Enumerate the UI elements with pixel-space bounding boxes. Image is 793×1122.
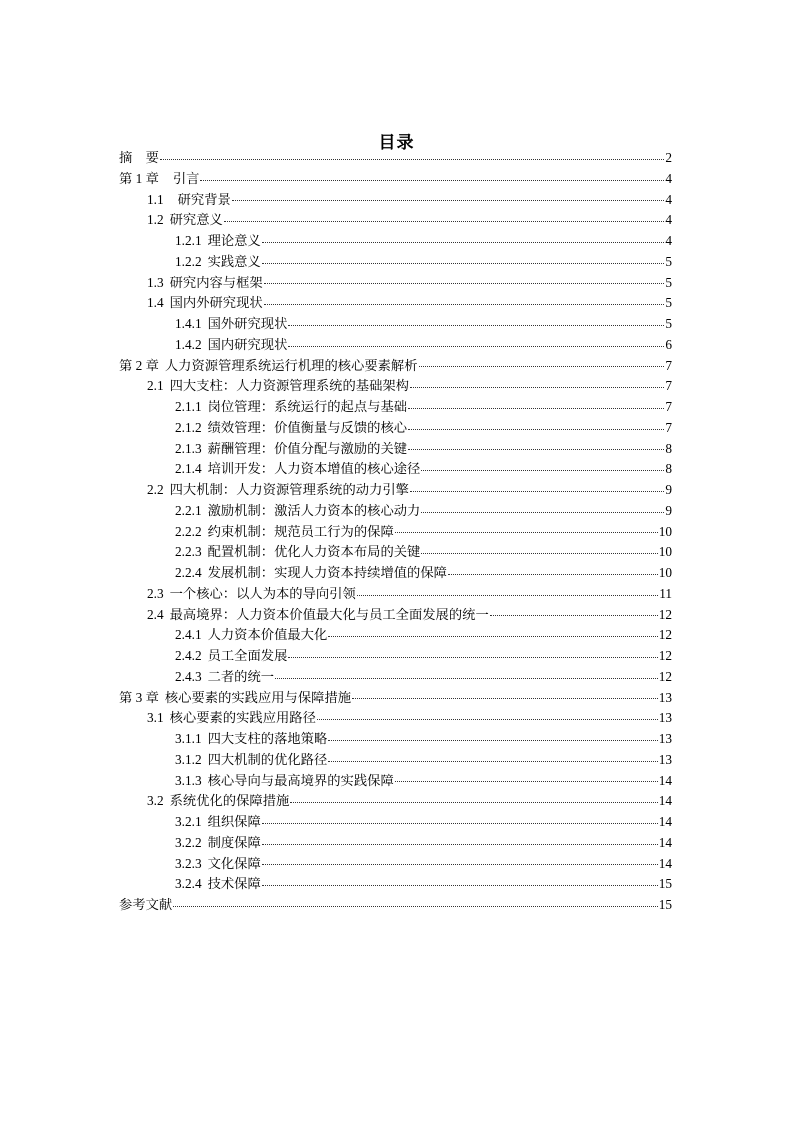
toc-entry-page-number: 7: [665, 378, 672, 394]
toc-entry[interactable]: [119, 708, 672, 729]
toc-entry[interactable]: [119, 397, 672, 418]
toc-entry[interactable]: [119, 563, 672, 584]
toc-entry-page-number: 9: [665, 482, 672, 497]
toc-entry-number: 2.2.4: [175, 565, 202, 580]
toc-entry-label: [175, 874, 261, 895]
toc-entry-text: 理论意义: [207, 233, 261, 248]
toc-entry-page-number: 11: [659, 585, 672, 601]
toc-entry-number: 1.1: [147, 191, 164, 207]
dot-leader: [288, 656, 657, 658]
toc-entry-page-number: 13: [658, 751, 672, 767]
toc-entry[interactable]: [119, 791, 672, 812]
toc-entry-number: 3.2.1: [175, 814, 202, 829]
toc-entry-page-number: 15: [658, 897, 672, 912]
toc-entry-label: [175, 812, 261, 833]
dot-leader: [408, 428, 664, 430]
dot-leader: [275, 677, 658, 679]
toc-entry-label: [175, 833, 261, 854]
toc-entry-label: [147, 605, 489, 626]
toc-entry-text: 人力资源管理系统运行机理的核心要素解析: [164, 357, 418, 373]
dot-leader: [395, 531, 658, 533]
toc-entry[interactable]: [119, 625, 672, 646]
toc-entry-label: [175, 667, 274, 688]
toc-entry-page-number: 8: [665, 440, 672, 456]
toc-entry-text: 研究背景: [177, 191, 231, 207]
toc-entry-text: 培训开发：人力资本增值的核心途径: [207, 461, 421, 477]
toc-entry-number: 第 3 章: [119, 689, 159, 705]
toc-entry-number: 2.4.2: [175, 648, 202, 663]
dot-leader: [262, 884, 658, 886]
toc-entry-text: 四大支柱的落地策略: [207, 731, 328, 746]
toc-entry-page-number: 12: [658, 606, 672, 622]
toc-entry[interactable]: [119, 314, 672, 335]
toc-entry-page-number: 4: [665, 212, 672, 228]
toc-entry-label: [119, 688, 351, 709]
toc-entry[interactable]: [119, 895, 672, 916]
toc-entry-label: [119, 356, 418, 377]
toc-entry[interactable]: [119, 273, 672, 294]
toc-entry[interactable]: [119, 584, 672, 605]
dot-leader: [262, 843, 658, 845]
toc-entry[interactable]: [119, 459, 672, 480]
toc-entry[interactable]: [119, 190, 672, 211]
toc-entry-label: [119, 895, 172, 916]
toc-entry-label: [175, 542, 420, 563]
toc-entry-page-number: 2: [665, 150, 672, 165]
toc-entry-number: 1.2.2: [175, 253, 202, 269]
toc-entry-page-number: 13: [658, 710, 672, 726]
dot-leader: [328, 739, 657, 741]
dot-leader: [408, 448, 664, 450]
toc-entry-label: [175, 771, 394, 792]
dot-leader: [357, 594, 658, 596]
toc-entry[interactable]: [119, 376, 672, 397]
toc-entry-number: 2.4.1: [175, 627, 202, 643]
toc-entry-page-number: 5: [665, 316, 672, 331]
toc-entry-text: 四大机制的优化路径: [207, 751, 328, 767]
table-of-contents: [119, 148, 672, 916]
toc-entry-text: 配置机制：优化人力资本布局的关键: [207, 544, 421, 560]
toc-entry[interactable]: [119, 418, 672, 439]
dot-leader: [262, 241, 665, 243]
toc-entry-page-number: 14: [658, 855, 672, 871]
toc-entry-number: 2.1: [147, 378, 164, 394]
toc-entry-number: 3.1.2: [175, 751, 202, 767]
toc-entry-text: 系统优化的保障措施: [169, 793, 290, 809]
toc-entry[interactable]: [119, 833, 672, 854]
toc-entry-label: [175, 646, 287, 667]
toc-entry-label: [175, 625, 327, 646]
dot-leader: [173, 905, 658, 907]
toc-entry[interactable]: [119, 646, 672, 667]
toc-entry-number: 1.4.2: [175, 336, 202, 352]
dot-leader: [288, 324, 664, 326]
toc-entry-label: [175, 522, 394, 543]
toc-entry-page-number: 12: [658, 627, 672, 643]
dot-leader: [328, 760, 657, 762]
dot-leader: [288, 345, 664, 347]
dot-leader: [490, 614, 658, 616]
toc-entry-page-number: 7: [665, 419, 672, 435]
toc-entry-page-number: 12: [658, 668, 672, 684]
toc-entry-number: 1.4.1: [175, 316, 202, 331]
toc-entry-number: 2.1.2: [175, 419, 202, 435]
toc-entry-page-number: 14: [658, 834, 672, 850]
toc-entry-number: 1.2: [147, 212, 164, 228]
toc-entry-text: 一个核心：以人为本的导向引领: [169, 585, 356, 601]
dot-leader: [395, 780, 658, 782]
toc-entry-page-number: 5: [665, 295, 672, 311]
toc-entry[interactable]: [119, 771, 672, 792]
toc-entry-page-number: 9: [665, 502, 672, 518]
dot-leader: [232, 199, 665, 201]
toc-entry-number: 3.2: [147, 793, 164, 809]
toc-entry-number: 3.2.4: [175, 876, 202, 892]
toc-entry[interactable]: [119, 293, 672, 314]
toc-entry-number: 2.4: [147, 606, 164, 622]
toc-entry[interactable]: [119, 501, 672, 522]
dot-leader: [408, 407, 664, 409]
toc-entry-page-number: 15: [658, 876, 672, 892]
toc-entry-number: 2.3: [147, 585, 164, 601]
toc-entry-label: [147, 584, 356, 605]
toc-entry-number: 3.1: [147, 710, 164, 726]
toc-entry-text: 研究内容与框架: [169, 274, 263, 290]
dot-leader: [317, 718, 658, 720]
toc-entry-label: [147, 708, 316, 729]
toc-entry-text: 二者的统一: [207, 668, 275, 684]
toc-entry-text: 国内研究现状: [207, 336, 288, 352]
toc-entry-label: [175, 397, 407, 418]
toc-entry-page-number: 7: [665, 399, 672, 414]
dot-leader: [262, 822, 658, 824]
toc-entry-text: 制度保障: [207, 834, 261, 850]
toc-entry-number: 3.1.3: [175, 772, 202, 788]
dot-leader: [410, 490, 664, 492]
toc-entry-number: 1.4: [147, 295, 164, 311]
toc-entry-page-number: 4: [665, 191, 672, 207]
toc-entry-label: [175, 729, 327, 750]
toc-entry-number: 1.2.1: [175, 233, 202, 248]
toc-entry-text: 人力资本价值最大化: [207, 627, 328, 643]
dot-leader: [421, 511, 664, 513]
dot-leader: [410, 386, 664, 388]
toc-entry-number: 2.2.1: [175, 502, 202, 518]
toc-entry[interactable]: [119, 231, 672, 252]
dot-leader: [262, 262, 665, 264]
dot-leader: [262, 863, 658, 865]
toc-entry-page-number: 14: [658, 772, 672, 788]
toc-entry-label: [147, 293, 263, 314]
dot-leader: [290, 801, 657, 803]
dot-leader: [352, 697, 658, 699]
dot-leader: [421, 552, 657, 554]
toc-entry-page-number: 8: [665, 461, 672, 477]
toc-entry-page-number: 10: [658, 544, 672, 560]
toc-entry-page-number: 14: [658, 814, 672, 829]
toc-entry-label: [175, 854, 261, 875]
toc-entry-text: 国内外研究现状: [169, 295, 263, 311]
toc-entry[interactable]: [119, 335, 672, 356]
toc-entry[interactable]: [119, 210, 672, 231]
toc-entry-page-number: 5: [665, 253, 672, 269]
dot-leader: [419, 365, 665, 367]
toc-entry-number: 第 2 章: [119, 357, 159, 373]
toc-entry-text: 约束机制：规范员工行为的保障: [207, 523, 394, 539]
toc-entry-text: 摘 要: [119, 150, 159, 165]
toc-entry-text: 文化保障: [207, 855, 261, 871]
toc-entry-number: 3.2.3: [175, 855, 202, 871]
toc-entry-label: [147, 190, 231, 211]
toc-entry-page-number: 5: [665, 274, 672, 290]
toc-entry-text: 核心导向与最高境界的实践保障: [207, 772, 394, 788]
toc-entry-page-number: 4: [665, 233, 672, 248]
toc-entry[interactable]: [119, 667, 672, 688]
toc-entry-label: [147, 376, 409, 397]
toc-entry[interactable]: [119, 750, 672, 771]
dot-leader: [224, 220, 665, 222]
toc-entry-text: 核心要素的实践应用与保障措施: [164, 689, 352, 705]
toc-entry[interactable]: [119, 148, 672, 169]
dot-leader: [200, 179, 664, 181]
toc-entry-number: 2.1.1: [175, 399, 202, 414]
toc-entry-text: 核心要素的实践应用路径: [169, 710, 316, 726]
toc-entry[interactable]: [119, 688, 672, 709]
toc-entry[interactable]: [119, 542, 672, 563]
toc-entry-number: 2.1.4: [175, 461, 202, 477]
toc-entry[interactable]: [119, 605, 672, 626]
toc-entry-label: [175, 418, 407, 439]
toc-entry-number: 3.1.1: [175, 731, 202, 746]
toc-entry-page-number: 13: [658, 731, 672, 746]
toc-entry-label: [175, 750, 327, 771]
toc-entry-text: 四大机制：人力资源管理系统的动力引擎: [169, 482, 409, 497]
toc-entry[interactable]: [119, 252, 672, 273]
toc-entry-text: 员工全面发展: [207, 648, 288, 663]
toc-entry-number: 2.2.2: [175, 523, 202, 539]
toc-entry-number: 3.2.2: [175, 834, 202, 850]
toc-entry-number: 2.2: [147, 482, 164, 497]
toc-entry-number: 2.2.3: [175, 544, 202, 560]
toc-entry-label: [175, 252, 261, 273]
toc-entry[interactable]: [119, 874, 672, 895]
dot-leader: [328, 635, 657, 637]
toc-entry-label: [147, 791, 289, 812]
toc-entry-label: [119, 169, 199, 190]
toc-entry-label: [119, 148, 159, 169]
toc-entry-label: [175, 563, 447, 584]
toc-entry-text: 组织保障: [207, 814, 261, 829]
toc-entry[interactable]: [119, 356, 672, 377]
toc-entry-page-number: 10: [658, 523, 672, 539]
toc-entry-label: [147, 273, 263, 294]
toc-entry-label: [147, 210, 223, 231]
toc-entry-number: 2.4.3: [175, 668, 202, 684]
toc-entry-page-number: 13: [658, 689, 672, 705]
toc-entry-text: 研究意义: [169, 212, 223, 228]
dot-leader: [448, 573, 658, 575]
toc-entry-page-number: 7: [665, 357, 672, 373]
toc-entry-text: 最高境界：人力资本价值最大化与员工全面发展的统一: [169, 606, 489, 622]
dot-leader: [160, 158, 664, 160]
toc-entry-number: 2.1.3: [175, 440, 202, 456]
toc-entry[interactable]: [119, 729, 672, 750]
toc-entry-page-number: 10: [658, 565, 672, 580]
toc-title: 目录: [378, 133, 415, 153]
toc-entry-text: 岗位管理：系统运行的起点与基础: [207, 399, 408, 414]
toc-entry-text: 发展机制：实现人力资本持续增值的保障: [207, 565, 447, 580]
toc-entry-page-number: 12: [658, 648, 672, 663]
toc-entry-label: [175, 439, 407, 460]
toc-entry-text: 薪酬管理：价值分配与激励的关键: [207, 440, 408, 456]
toc-entry-text: 国外研究现状: [207, 316, 288, 331]
toc-entry-page-number: 6: [665, 336, 672, 352]
toc-entry-text: 四大支柱：人力资源管理系统的基础架构: [169, 378, 409, 394]
toc-entry[interactable]: [119, 812, 672, 833]
toc-entry-label: [147, 480, 409, 501]
toc-entry-text: 激励机制：激活人力资本的核心动力: [207, 502, 421, 518]
toc-entry-label: [175, 231, 261, 252]
toc-entry-label: [175, 314, 287, 335]
toc-entry-page-number: 4: [665, 170, 672, 186]
toc-entry-text: 绩效管理：价值衡量与反馈的核心: [207, 419, 408, 435]
toc-entry-page-number: 14: [658, 793, 672, 809]
toc-entry[interactable]: [119, 522, 672, 543]
dot-leader: [264, 282, 665, 284]
toc-entry-label: [175, 459, 420, 480]
toc-entry[interactable]: [119, 169, 672, 190]
dot-leader: [264, 303, 665, 305]
toc-entry[interactable]: [119, 439, 672, 460]
toc-entry-text: 参考文献: [119, 897, 173, 912]
toc-entry-text: 引言: [172, 170, 200, 186]
toc-entry[interactable]: [119, 854, 672, 875]
toc-entry-label: [175, 335, 287, 356]
toc-entry-number: 第 1 章: [119, 170, 159, 186]
toc-entry-text: 实践意义: [207, 253, 261, 269]
toc-entry-text: 技术保障: [207, 876, 261, 892]
toc-entry[interactable]: [119, 480, 672, 501]
toc-entry-number: 1.3: [147, 274, 164, 290]
toc-entry-label: [175, 501, 420, 522]
dot-leader: [421, 469, 664, 471]
